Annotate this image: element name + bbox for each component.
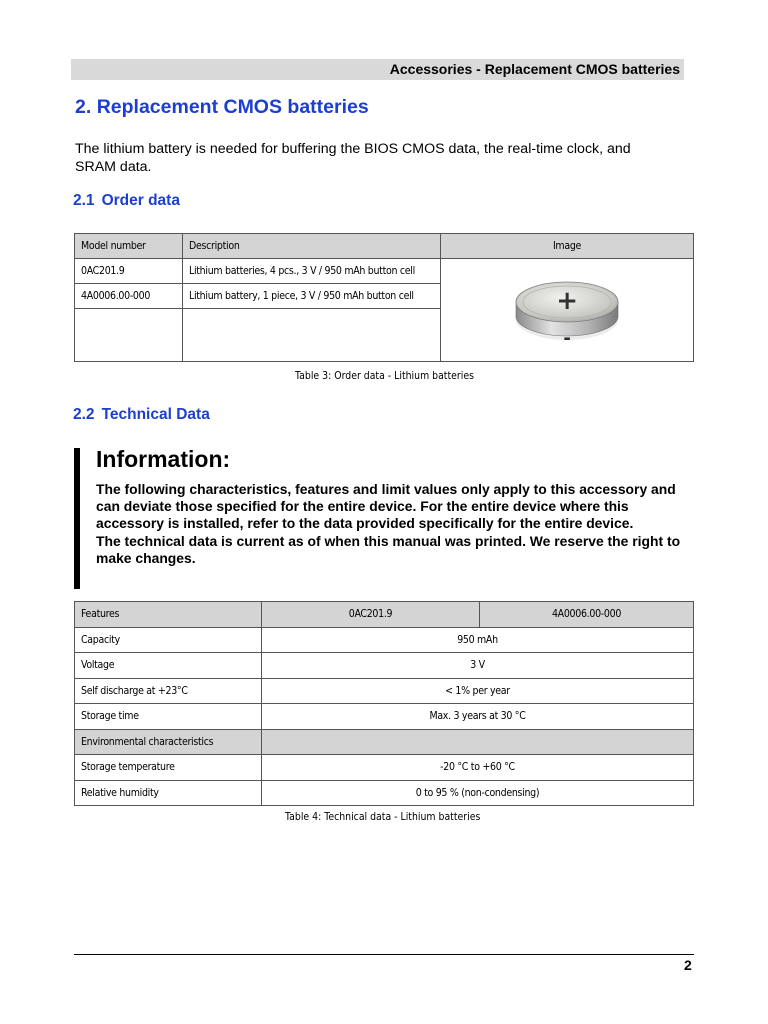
feature-value: 3 V xyxy=(262,653,694,679)
information-paragraph-1: The following characteristics, features and limit values only apply to this accessory and can deviate those specified for the entire device. For the entire device where this accessory is installed, refer to the data provided specifically for the entire device. xyxy=(96,481,676,532)
image-cell xyxy=(441,259,694,362)
section-text: Order data xyxy=(101,192,180,209)
title-number: 2. xyxy=(75,96,92,118)
information-sidebar xyxy=(74,448,80,589)
order-data-table xyxy=(74,233,694,362)
table-3-caption: Table 3: Order data - Lithium batteries xyxy=(295,369,474,382)
section-heading-order-data xyxy=(73,192,180,210)
page-title xyxy=(75,96,369,119)
table-subheader-environmental xyxy=(75,729,694,755)
feature-label: Relative humidity xyxy=(75,780,262,806)
coin-battery-icon xyxy=(512,272,622,348)
feature-label: Self discharge at +23°C xyxy=(75,678,262,704)
table-row-voltage xyxy=(75,653,694,679)
table-row-capacity xyxy=(75,627,694,653)
header-image: Image xyxy=(441,234,694,259)
table-row-self-discharge xyxy=(75,678,694,704)
section-text: Technical Data xyxy=(101,406,210,423)
title-text: Replacement CMOS batteries xyxy=(96,96,369,118)
minus-sign: - xyxy=(563,328,571,348)
feature-value: 950 mAh xyxy=(262,627,694,653)
table-header-row xyxy=(75,234,694,259)
table-header-row xyxy=(75,602,694,628)
description-cell: Lithium battery, 1 piece, 3 V / 950 mAh button cell xyxy=(183,284,441,309)
model-cell: 0AC201.9 xyxy=(75,259,183,284)
technical-data-table xyxy=(74,601,694,806)
table-4-caption: Table 4: Technical data - Lithium batteries xyxy=(285,810,481,823)
header-model-number: Model number xyxy=(75,234,183,259)
table-row-storage-time xyxy=(75,704,694,730)
feature-value: 0 to 95 % (non-condensing) xyxy=(262,780,694,806)
header-features: Features xyxy=(75,602,262,628)
footer-divider xyxy=(74,954,694,955)
information-title: Information: xyxy=(96,446,231,472)
page-number: 2 xyxy=(684,957,692,973)
section-number: 2.2 xyxy=(73,406,95,423)
feature-label: Storage temperature xyxy=(75,755,262,781)
description-cell: Lithium batteries, 4 pcs., 3 V / 950 mAh button cell xyxy=(183,259,441,284)
header-model-2: 4A0006.00-000 xyxy=(480,602,694,628)
information-paragraph-2: The technical data is current as of when this manual was printed. We reserve the right to make changes. xyxy=(96,532,681,566)
model-cell: 4A0006.00-000 xyxy=(75,284,183,309)
running-header: Accessories - Replacement CMOS batteries xyxy=(71,59,684,80)
feature-value: -20 °C to +60 °C xyxy=(262,755,694,781)
section-number: 2.1 xyxy=(73,192,95,209)
feature-label: Voltage xyxy=(75,653,262,679)
header-description: Description xyxy=(183,234,441,259)
information-text xyxy=(96,481,696,567)
table-row xyxy=(75,259,694,284)
plus-sign: + xyxy=(556,286,578,316)
section-heading-technical-data xyxy=(73,406,210,424)
subheader-label: Environmental characteristics xyxy=(75,729,262,755)
intro-paragraph: The lithium battery is needed for buffering the BIOS CMOS data, the real-time clock, and SRAM data. xyxy=(75,141,631,175)
feature-label: Capacity xyxy=(75,627,262,653)
table-row-relative-humidity xyxy=(75,780,694,806)
feature-label: Storage time xyxy=(75,704,262,730)
header-model-1: 0AC201.9 xyxy=(262,602,480,628)
feature-value: Max. 3 years at 30 °C xyxy=(262,704,694,730)
feature-value: < 1% per year xyxy=(262,678,694,704)
table-row-storage-temperature xyxy=(75,755,694,781)
